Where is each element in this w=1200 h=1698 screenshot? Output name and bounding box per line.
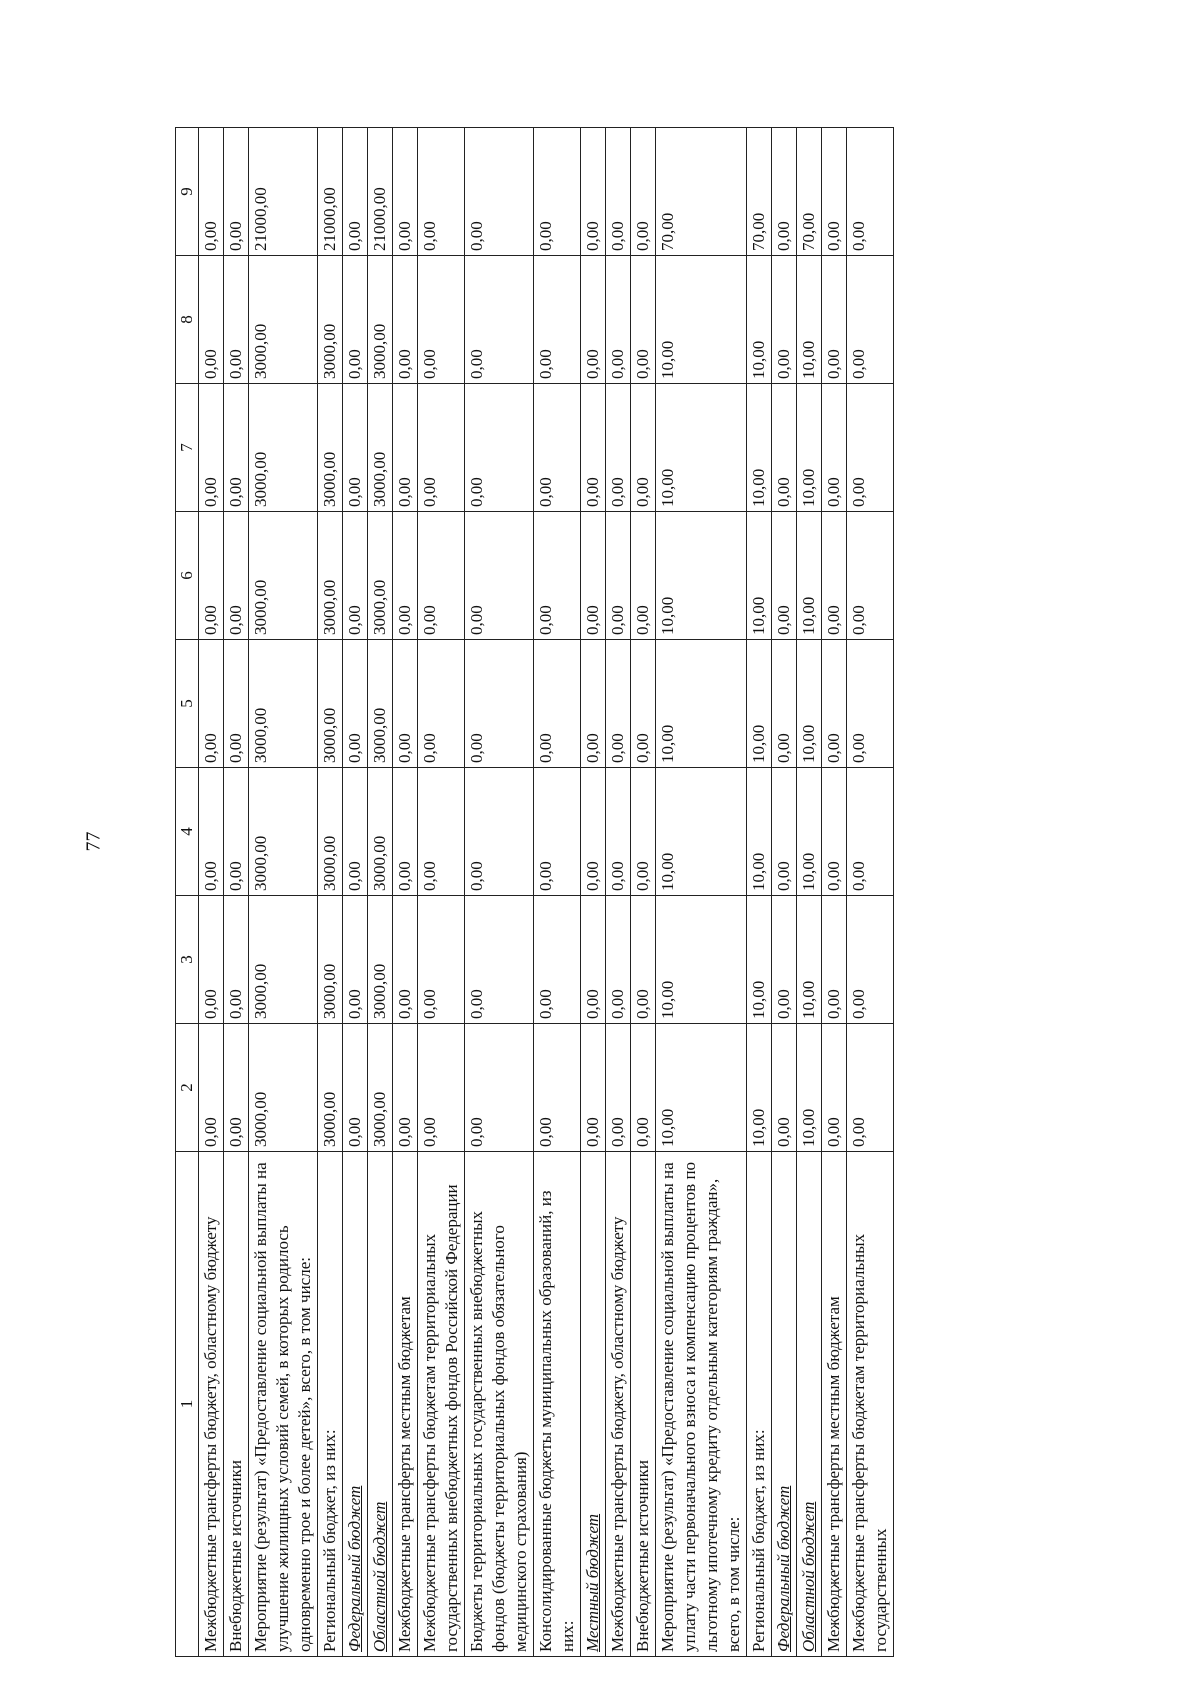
table-row xyxy=(581,128,606,1657)
column-header: 5 xyxy=(176,640,199,768)
row-value: 10,00 xyxy=(656,384,747,512)
row-value: 21000,00 xyxy=(368,128,393,256)
row-label: Областной бюджет xyxy=(368,1152,393,1657)
rotated-table-container xyxy=(175,127,1035,1657)
row-value: 3000,00 xyxy=(318,896,343,1024)
column-header: 1 xyxy=(176,1152,199,1657)
row-value: 3000,00 xyxy=(249,768,318,896)
row-value: 0,00 xyxy=(631,512,656,640)
row-value: 0,00 xyxy=(418,384,465,512)
row-label: Областной бюджет xyxy=(797,1152,822,1657)
row-value: 70,00 xyxy=(656,128,747,256)
row-value: 3000,00 xyxy=(368,896,393,1024)
row-label: Местный бюджет xyxy=(581,1152,606,1657)
row-value: 0,00 xyxy=(772,128,797,256)
row-value: 0,00 xyxy=(847,1024,894,1152)
row-value: 0,00 xyxy=(847,512,894,640)
row-value: 0,00 xyxy=(847,256,894,384)
row-value: 0,00 xyxy=(224,384,249,512)
table-row xyxy=(199,128,224,1657)
row-value: 0,00 xyxy=(631,128,656,256)
row-value: 0,00 xyxy=(343,512,368,640)
row-value: 0,00 xyxy=(581,1024,606,1152)
row-value: 0,00 xyxy=(224,256,249,384)
row-value: 0,00 xyxy=(199,640,224,768)
row-value: 0,00 xyxy=(772,512,797,640)
row-value: 0,00 xyxy=(418,512,465,640)
row-value: 0,00 xyxy=(606,768,631,896)
row-value: 0,00 xyxy=(418,128,465,256)
table-row xyxy=(318,128,343,1657)
row-value: 0,00 xyxy=(199,768,224,896)
row-value: 3000,00 xyxy=(368,384,393,512)
table-row xyxy=(606,128,631,1657)
row-value: 0,00 xyxy=(393,256,418,384)
table-row xyxy=(249,128,318,1657)
row-value: 0,00 xyxy=(465,1024,534,1152)
row-value: 0,00 xyxy=(822,1024,847,1152)
row-value: 0,00 xyxy=(224,640,249,768)
table-row xyxy=(747,128,772,1657)
row-value: 0,00 xyxy=(465,384,534,512)
row-value: 0,00 xyxy=(418,256,465,384)
table-row xyxy=(224,128,249,1657)
row-value: 0,00 xyxy=(847,640,894,768)
row-value: 0,00 xyxy=(772,256,797,384)
row-value: 0,00 xyxy=(343,896,368,1024)
row-value: 0,00 xyxy=(581,384,606,512)
row-value: 0,00 xyxy=(534,128,581,256)
row-value: 3000,00 xyxy=(249,896,318,1024)
row-label: Мероприятие (результат) «Предоставление социальной выплаты на улучшение жилищных условий семей, в которых родилось одновременно трое и более детей», всего, в том числе: xyxy=(249,1152,318,1657)
row-value: 21000,00 xyxy=(249,128,318,256)
row-value: 0,00 xyxy=(581,256,606,384)
row-value: 0,00 xyxy=(534,640,581,768)
row-value: 3000,00 xyxy=(318,256,343,384)
row-value: 0,00 xyxy=(465,640,534,768)
row-value: 10,00 xyxy=(797,640,822,768)
row-value: 0,00 xyxy=(772,1024,797,1152)
row-value: 0,00 xyxy=(822,896,847,1024)
table-row xyxy=(797,128,822,1657)
row-value: 10,00 xyxy=(747,1024,772,1152)
row-value: 10,00 xyxy=(656,640,747,768)
row-value: 0,00 xyxy=(393,1024,418,1152)
row-value: 10,00 xyxy=(656,768,747,896)
column-number-row xyxy=(176,128,199,1657)
row-value: 0,00 xyxy=(534,256,581,384)
row-value: 0,00 xyxy=(606,640,631,768)
row-value: 70,00 xyxy=(797,128,822,256)
row-value: 0,00 xyxy=(343,768,368,896)
row-value: 0,00 xyxy=(581,768,606,896)
row-label: Межбюджетные трансферты бюджетам территориальных государственных внебюджетных фондов Российской Федерации xyxy=(418,1152,465,1657)
row-value: 0,00 xyxy=(772,640,797,768)
row-value: 0,00 xyxy=(199,512,224,640)
row-value: 0,00 xyxy=(418,768,465,896)
row-value: 3000,00 xyxy=(249,640,318,768)
row-value: 0,00 xyxy=(418,896,465,1024)
row-value: 0,00 xyxy=(343,384,368,512)
row-value: 0,00 xyxy=(772,384,797,512)
row-value: 0,00 xyxy=(847,896,894,1024)
row-value: 0,00 xyxy=(343,640,368,768)
row-value: 0,00 xyxy=(822,768,847,896)
row-value: 3000,00 xyxy=(249,512,318,640)
row-value: 0,00 xyxy=(631,896,656,1024)
budget-table xyxy=(175,127,894,1657)
row-label: Федеральный бюджет xyxy=(343,1152,368,1657)
row-value: 0,00 xyxy=(534,768,581,896)
row-value: 10,00 xyxy=(797,768,822,896)
row-value: 0,00 xyxy=(393,512,418,640)
row-value: 0,00 xyxy=(343,128,368,256)
row-value: 0,00 xyxy=(465,896,534,1024)
page-number: 77 xyxy=(82,831,105,852)
row-value: 0,00 xyxy=(199,128,224,256)
table-row xyxy=(656,128,747,1657)
row-value: 0,00 xyxy=(393,768,418,896)
row-label: Мероприятие (результат) «Предоставление социальной выплаты на уплату части первоначального взноса и компенсацию процентов по льготному ипотечному кредиту отдельным категориям граждан», всего, в том числе: xyxy=(656,1152,747,1657)
row-label: Консолидированные бюджеты муниципальных образований, из них: xyxy=(534,1152,581,1657)
row-value: 10,00 xyxy=(797,896,822,1024)
row-label: Межбюджетные трансферты местным бюджетам xyxy=(393,1152,418,1657)
row-label: Межбюджетные трансферты бюджету, областному бюджету xyxy=(606,1152,631,1657)
row-label: Бюджеты территориальных государственных внебюджетных фондов (бюджеты территориальных фондов обязательного медицинского страхования) xyxy=(465,1152,534,1657)
column-header: 6 xyxy=(176,512,199,640)
row-value: 0,00 xyxy=(343,1024,368,1152)
table-row xyxy=(847,128,894,1657)
column-header: 7 xyxy=(176,384,199,512)
row-value: 10,00 xyxy=(656,896,747,1024)
row-label: Региональный бюджет, из них: xyxy=(318,1152,343,1657)
row-value: 0,00 xyxy=(393,896,418,1024)
column-header: 2 xyxy=(176,1024,199,1152)
row-value: 0,00 xyxy=(606,1024,631,1152)
row-value: 21000,00 xyxy=(318,128,343,256)
row-value: 0,00 xyxy=(581,128,606,256)
row-value: 0,00 xyxy=(606,384,631,512)
row-value: 0,00 xyxy=(772,896,797,1024)
row-value: 0,00 xyxy=(465,512,534,640)
row-value: 0,00 xyxy=(822,384,847,512)
row-value: 0,00 xyxy=(224,512,249,640)
row-value: 0,00 xyxy=(847,384,894,512)
row-value: 0,00 xyxy=(199,896,224,1024)
row-value: 0,00 xyxy=(224,128,249,256)
row-value: 10,00 xyxy=(656,512,747,640)
row-label: Внебюджетные источники xyxy=(224,1152,249,1657)
table-row xyxy=(368,128,393,1657)
row-value: 0,00 xyxy=(581,512,606,640)
row-value: 0,00 xyxy=(393,640,418,768)
row-value: 0,00 xyxy=(534,384,581,512)
table-row xyxy=(465,128,534,1657)
row-value: 3000,00 xyxy=(368,512,393,640)
row-value: 0,00 xyxy=(606,256,631,384)
table-row xyxy=(631,128,656,1657)
row-value: 0,00 xyxy=(224,896,249,1024)
row-value: 3000,00 xyxy=(249,256,318,384)
row-value: 10,00 xyxy=(656,1024,747,1152)
row-value: 0,00 xyxy=(631,384,656,512)
row-value: 10,00 xyxy=(797,256,822,384)
row-value: 10,00 xyxy=(747,256,772,384)
row-value: 3000,00 xyxy=(318,768,343,896)
column-header: 9 xyxy=(176,128,199,256)
row-value: 0,00 xyxy=(631,640,656,768)
row-value: 0,00 xyxy=(606,512,631,640)
row-value: 0,00 xyxy=(465,128,534,256)
table-row xyxy=(343,128,368,1657)
row-label: Межбюджетные трансферты местным бюджетам xyxy=(822,1152,847,1657)
row-value: 0,00 xyxy=(224,768,249,896)
row-label: Внебюджетные источники xyxy=(631,1152,656,1657)
row-value: 70,00 xyxy=(747,128,772,256)
row-value: 0,00 xyxy=(606,128,631,256)
row-label: Федеральный бюджет xyxy=(772,1152,797,1657)
row-value: 0,00 xyxy=(822,256,847,384)
row-value: 10,00 xyxy=(747,768,772,896)
row-value: 3000,00 xyxy=(368,256,393,384)
table-row xyxy=(534,128,581,1657)
row-value: 0,00 xyxy=(581,896,606,1024)
row-value: 3000,00 xyxy=(318,384,343,512)
row-value: 0,00 xyxy=(199,384,224,512)
table-row xyxy=(772,128,797,1657)
row-value: 0,00 xyxy=(465,256,534,384)
row-value: 3000,00 xyxy=(249,384,318,512)
row-value: 0,00 xyxy=(772,768,797,896)
row-value: 3000,00 xyxy=(368,640,393,768)
row-value: 3000,00 xyxy=(318,640,343,768)
row-value: 10,00 xyxy=(797,384,822,512)
row-value: 0,00 xyxy=(822,512,847,640)
row-value: 0,00 xyxy=(847,768,894,896)
row-value: 10,00 xyxy=(656,256,747,384)
column-header: 3 xyxy=(176,896,199,1024)
row-value: 3000,00 xyxy=(318,512,343,640)
row-value: 0,00 xyxy=(199,256,224,384)
row-label: Межбюджетные трансферты бюджету, областному бюджету xyxy=(199,1152,224,1657)
row-value: 10,00 xyxy=(747,640,772,768)
row-value: 3000,00 xyxy=(318,1024,343,1152)
row-value: 10,00 xyxy=(747,512,772,640)
row-value: 3000,00 xyxy=(368,768,393,896)
row-value: 0,00 xyxy=(822,128,847,256)
row-value: 0,00 xyxy=(418,640,465,768)
row-value: 3000,00 xyxy=(368,1024,393,1152)
row-value: 0,00 xyxy=(534,512,581,640)
row-label: Межбюджетные трансферты бюджетам территориальных государственных xyxy=(847,1152,894,1657)
row-value: 0,00 xyxy=(418,1024,465,1152)
row-value: 10,00 xyxy=(797,1024,822,1152)
row-value: 10,00 xyxy=(747,896,772,1024)
row-value: 0,00 xyxy=(393,128,418,256)
row-value: 0,00 xyxy=(534,1024,581,1152)
row-value: 0,00 xyxy=(631,768,656,896)
row-value: 0,00 xyxy=(199,1024,224,1152)
row-value: 0,00 xyxy=(631,1024,656,1152)
table-row xyxy=(418,128,465,1657)
row-value: 0,00 xyxy=(581,640,606,768)
column-header: 4 xyxy=(176,768,199,896)
row-value: 0,00 xyxy=(465,768,534,896)
row-value: 0,00 xyxy=(393,384,418,512)
column-header: 8 xyxy=(176,256,199,384)
row-value: 10,00 xyxy=(797,512,822,640)
row-value: 0,00 xyxy=(631,256,656,384)
row-value: 0,00 xyxy=(822,640,847,768)
row-value: 0,00 xyxy=(343,256,368,384)
row-value: 0,00 xyxy=(606,896,631,1024)
row-label: Региональный бюджет, из них: xyxy=(747,1152,772,1657)
row-value: 0,00 xyxy=(224,1024,249,1152)
table-row xyxy=(822,128,847,1657)
row-value: 3000,00 xyxy=(249,1024,318,1152)
table-row xyxy=(393,128,418,1657)
row-value: 0,00 xyxy=(534,896,581,1024)
row-value: 10,00 xyxy=(747,384,772,512)
row-value: 0,00 xyxy=(847,128,894,256)
